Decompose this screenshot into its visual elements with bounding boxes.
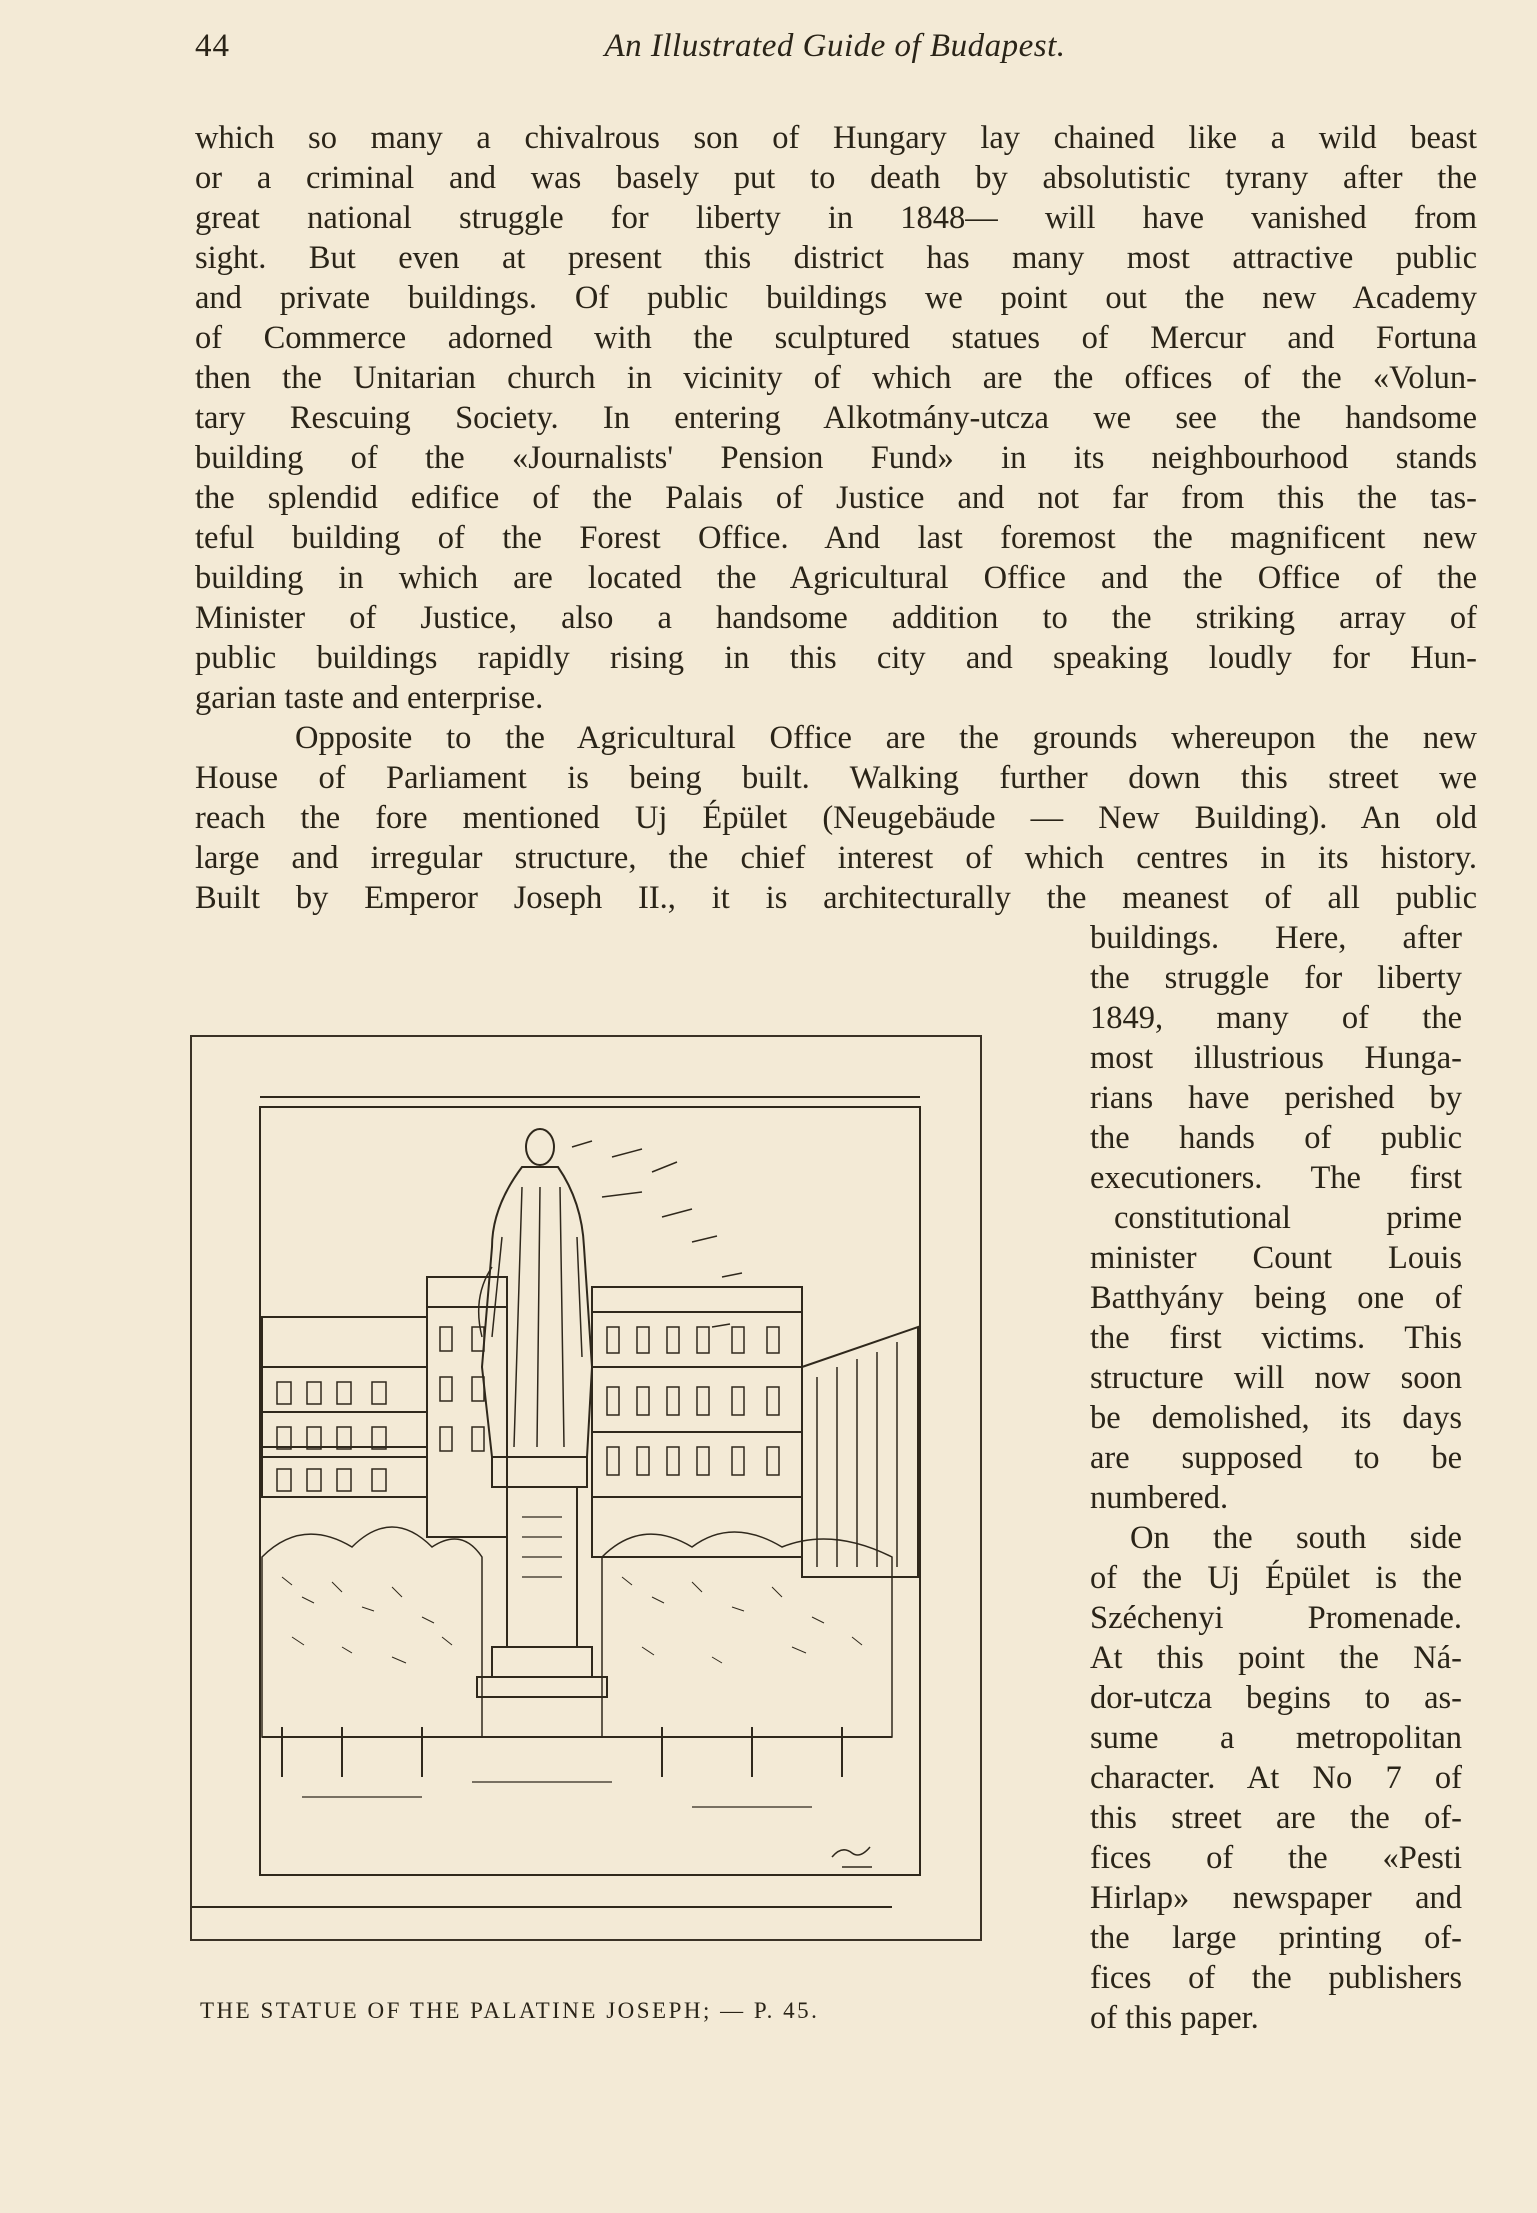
text-line: large and irregular structure, the chief interest of which centres in its history. (195, 840, 1477, 876)
text-line: Hirlap» newspaper and (1090, 1880, 1462, 1916)
side-column-text (1090, 918, 1462, 2038)
text-line: building of the «Journalists' Pension Fund» in its neighbourhood stands (195, 440, 1477, 476)
text-line: building in which are located the Agricultural Office and the Office of the (195, 560, 1477, 596)
text-line: the first victims. This (1090, 1320, 1462, 1356)
text-line: fices of the «Pesti (1090, 1840, 1462, 1876)
text-line: On the south side (1130, 1520, 1462, 1556)
text-line: character. At No 7 of (1090, 1760, 1462, 1796)
text-line: this street are the of- (1090, 1800, 1462, 1836)
text-line: numbered. (1090, 1480, 1229, 1516)
text-line: which so many a chivalrous son of Hungary lay chained like a wild beast (195, 120, 1477, 156)
text-line: minister Count Louis (1090, 1240, 1462, 1276)
text-line: the struggle for liberty (1090, 960, 1462, 996)
text-line: reach the fore mentioned Uj Épület (Neugebäude — New Building). An old (195, 800, 1477, 836)
text-line: teful building of the Forest Office. And last foremost the magnificent new (195, 520, 1477, 556)
text-line: the splendid edifice of the Palais of Justice and not far from this the tas- (195, 480, 1477, 516)
text-line: sume a metropolitan (1090, 1720, 1462, 1756)
text-line: of this paper. (1090, 2000, 1259, 2036)
text-line: rians have perished by (1090, 1080, 1462, 1116)
figure-caption: THE STATUE OF THE PALATINE JOSEPH; — P. 45. (200, 1998, 820, 2023)
text-line: of the Uj Épület is the (1090, 1560, 1462, 1596)
text-line: Opposite to the Agricultural Office are the grounds whereupon the new (295, 720, 1477, 756)
text-line: most illustrious Hunga- (1090, 1040, 1462, 1076)
text-line: and private buildings. Of public buildings we point out the new Academy (195, 280, 1477, 316)
text-line: structure will now soon (1090, 1360, 1462, 1396)
text-line: sight. But even at present this district has many most attractive public (195, 240, 1477, 276)
text-line: tary Rescuing Society. In entering Alkotmány-utcza we see the handsome (195, 400, 1477, 436)
running-title: An Illustrated Guide of Budapest. (604, 28, 1066, 64)
text-line: executioners. The first (1090, 1160, 1462, 1196)
text-line: dor-utcza begins to as- (1090, 1680, 1462, 1716)
text-line: are supposed to be (1090, 1440, 1462, 1476)
text-line: the hands of public (1090, 1120, 1462, 1156)
page-number: 44 (195, 28, 230, 64)
text-line: buildings. Here, after (1090, 920, 1462, 956)
text-line: constitutional prime (1114, 1200, 1462, 1236)
body-text (195, 118, 1477, 918)
text-line: or a criminal and was basely put to death by absolutistic tyrany after the (195, 160, 1477, 196)
inner-frame (260, 1107, 920, 1875)
text-line: Built by Emperor Joseph II., it is architecturally the meanest of all public (195, 880, 1477, 916)
text-line: Széchenyi Promenade. (1090, 1600, 1462, 1636)
text-line: garian taste and enterprise. (195, 680, 544, 716)
text-line: of Commerce adorned with the sculptured statues of Mercur and Fortuna (195, 320, 1477, 356)
text-line: Minister of Justice, also a handsome addition to the striking array of (195, 600, 1477, 636)
statue-illustration (190, 1035, 982, 1941)
text-line: Batthyány being one of (1090, 1280, 1462, 1316)
text-line: House of Parliament is being built. Walking further down this street we (195, 760, 1477, 796)
text-line: the large printing of- (1090, 1920, 1462, 1956)
text-line: then the Unitarian church in vicinity of which are the offices of the «Volun- (195, 360, 1477, 396)
text-line: great national struggle for liberty in 1848— will have vanished from (195, 200, 1477, 236)
text-line: be demolished, its days (1090, 1400, 1462, 1436)
text-line: public buildings rapidly rising in this city and speaking loudly for Hun- (195, 640, 1477, 676)
engraving-drawing (192, 1037, 980, 1939)
text-line: At this point the Ná- (1090, 1640, 1462, 1676)
text-line: 1849, many of the (1090, 1000, 1462, 1036)
page-header (195, 24, 1475, 74)
text-line: fices of the publishers (1090, 1960, 1462, 1996)
